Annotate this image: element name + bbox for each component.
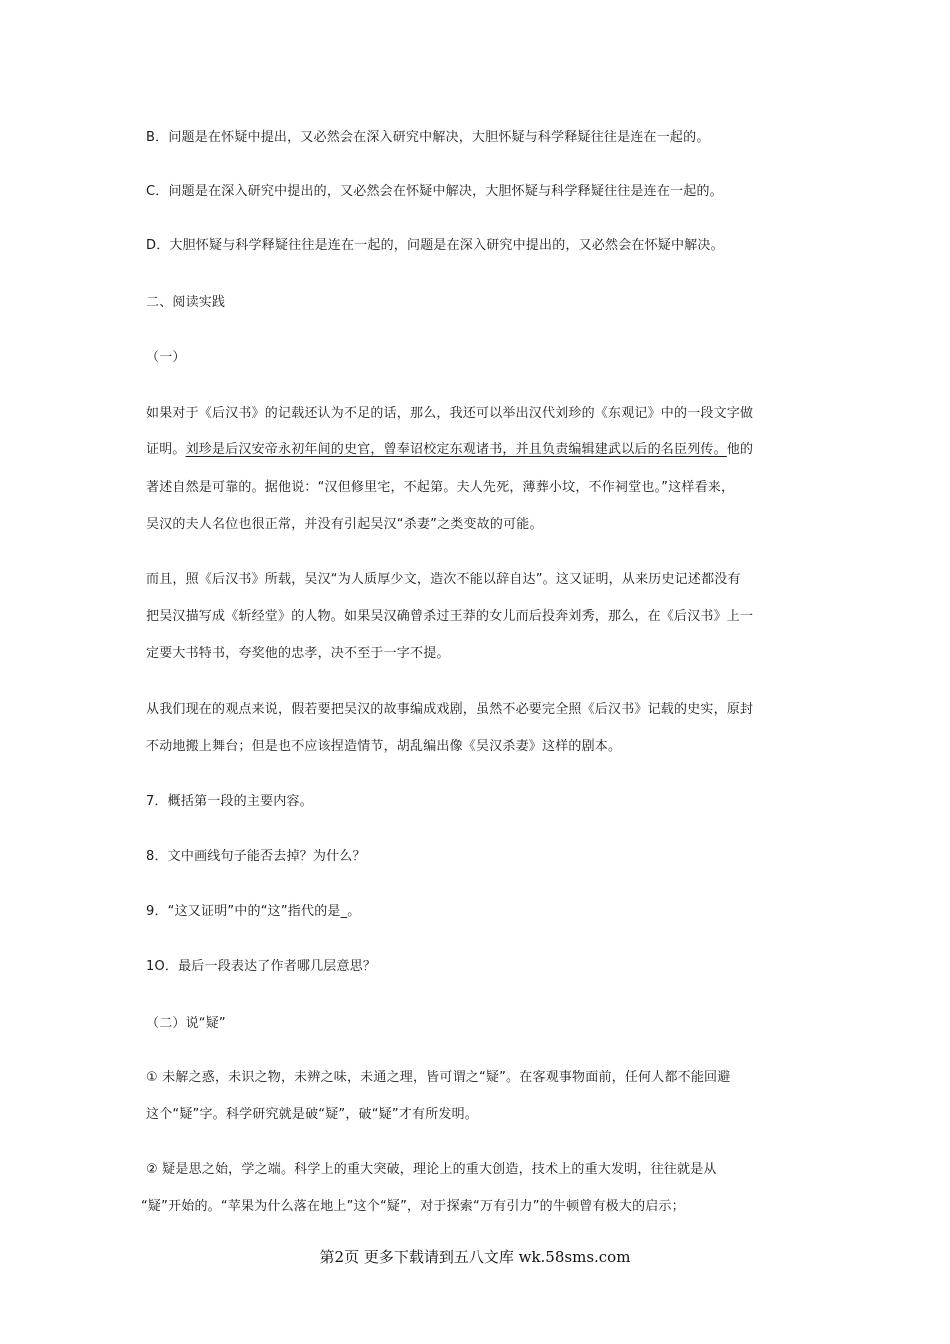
passage1-para2-line1: 而且，照《后汉书》所载，吴汉“为人质厚少文，造次不能以辞自达”。这又证明，从来历史记述都没有 bbox=[146, 572, 741, 587]
line-suffix: 他的 bbox=[726, 442, 754, 457]
part-two-label: （二）说“疑” bbox=[146, 1016, 226, 1031]
option-d: D．大胆怀疑与科学释疑往往是连在一起的，问题是在深入研究中提出的，又必然会在怀疑中解决。 bbox=[146, 238, 724, 253]
passage2-para1-line1: ① 未解之惑，未识之物，未辨之味，未通之理，皆可谓之“疑”。在客观事物面前，任何人都不能回避 bbox=[146, 1070, 731, 1085]
passage1-para2-line3: 定要大书特书，夸奖他的忠孝，决不至于一字不提。 bbox=[146, 646, 450, 661]
passage2-para2-line1: ② 疑是思之始，学之端。科学上的重大突破，理论上的重大创造，技术上的重大发明，往往就是从 bbox=[146, 1162, 717, 1177]
passage2-para2-line2: “疑”开始的。“苹果为什么落在地上”这个“疑”，对于探索“万有引力”的牛顿曾有极大的启示； bbox=[141, 1199, 685, 1214]
passage2-para1-line2: 这个“疑”字。科学研究就是破“疑”，破“疑”才有所发明。 bbox=[146, 1107, 479, 1122]
passage1-para2-line2: 把吴汉描写成《斩经堂》的人物。如果吴汉确曾杀过王莽的女儿而后投奔刘秀，那么，在《后汉书》上一 bbox=[146, 609, 754, 624]
question-10: 1O．最后一段表达了作者哪几层意思？ bbox=[146, 959, 377, 974]
underlined-sentence: 刘珍是后汉安帝永初年间的史官，曾奉诏校定东观诸书，并且负责编辑建武以后的名臣列传。 bbox=[185, 442, 727, 457]
passage1-para3-line1: 从我们现在的观点来说，假若要把吴汉的故事编成戏剧，虽然不必要完全照《后汉书》记载的史实，原封 bbox=[146, 702, 754, 717]
section-heading: 二、阅读实践 bbox=[146, 295, 226, 310]
option-b: B．问题是在怀疑中提出，又必然会在深入研究中解决，大胆怀疑与科学释疑往往是连在一起的。 bbox=[146, 130, 710, 145]
question-7: 7．概括第一段的主要内容。 bbox=[146, 794, 313, 809]
part-one-label: （一） bbox=[146, 350, 186, 365]
passage1-para1-line4: 吴汉的夫人名位也很正常，并没有引起吴汉“杀妻”之类变故的可能。 bbox=[146, 517, 543, 532]
page-footer: 第2页 更多下载请到五八文库 wk.58sms.com bbox=[319, 1248, 631, 1266]
option-c: C．问题是在深入研究中提出的，又必然会在怀疑中解决，大胆怀疑与科学释疑往往是连在一起的。 bbox=[146, 184, 723, 199]
question-8: 8．文中画线句子能否去掉？为什么？ bbox=[146, 849, 366, 864]
passage1-para1-line1: 如果对于《后汉书》的记载还认为不足的话，那么，我还可以举出汉代刘珍的《东观记》中的一段文字做 bbox=[146, 406, 754, 421]
question-9: 9．“这又证明”中的“这”指代的是_。 bbox=[146, 904, 361, 919]
line-prefix: 证明。 bbox=[146, 442, 186, 457]
passage1-para1-line2 bbox=[146, 440, 753, 460]
passage1-para1-line3: 著述自然是可靠的。据他说：“汉但修里宅，不起第。夫人先死，薄葬小坟，不作祠堂也。”这样看来， bbox=[146, 480, 735, 495]
passage1-para3-line2: 不动地搬上舞台；但是也不应该捏造情节，胡乱编出像《吴汉杀妻》这样的剧本。 bbox=[146, 739, 622, 754]
